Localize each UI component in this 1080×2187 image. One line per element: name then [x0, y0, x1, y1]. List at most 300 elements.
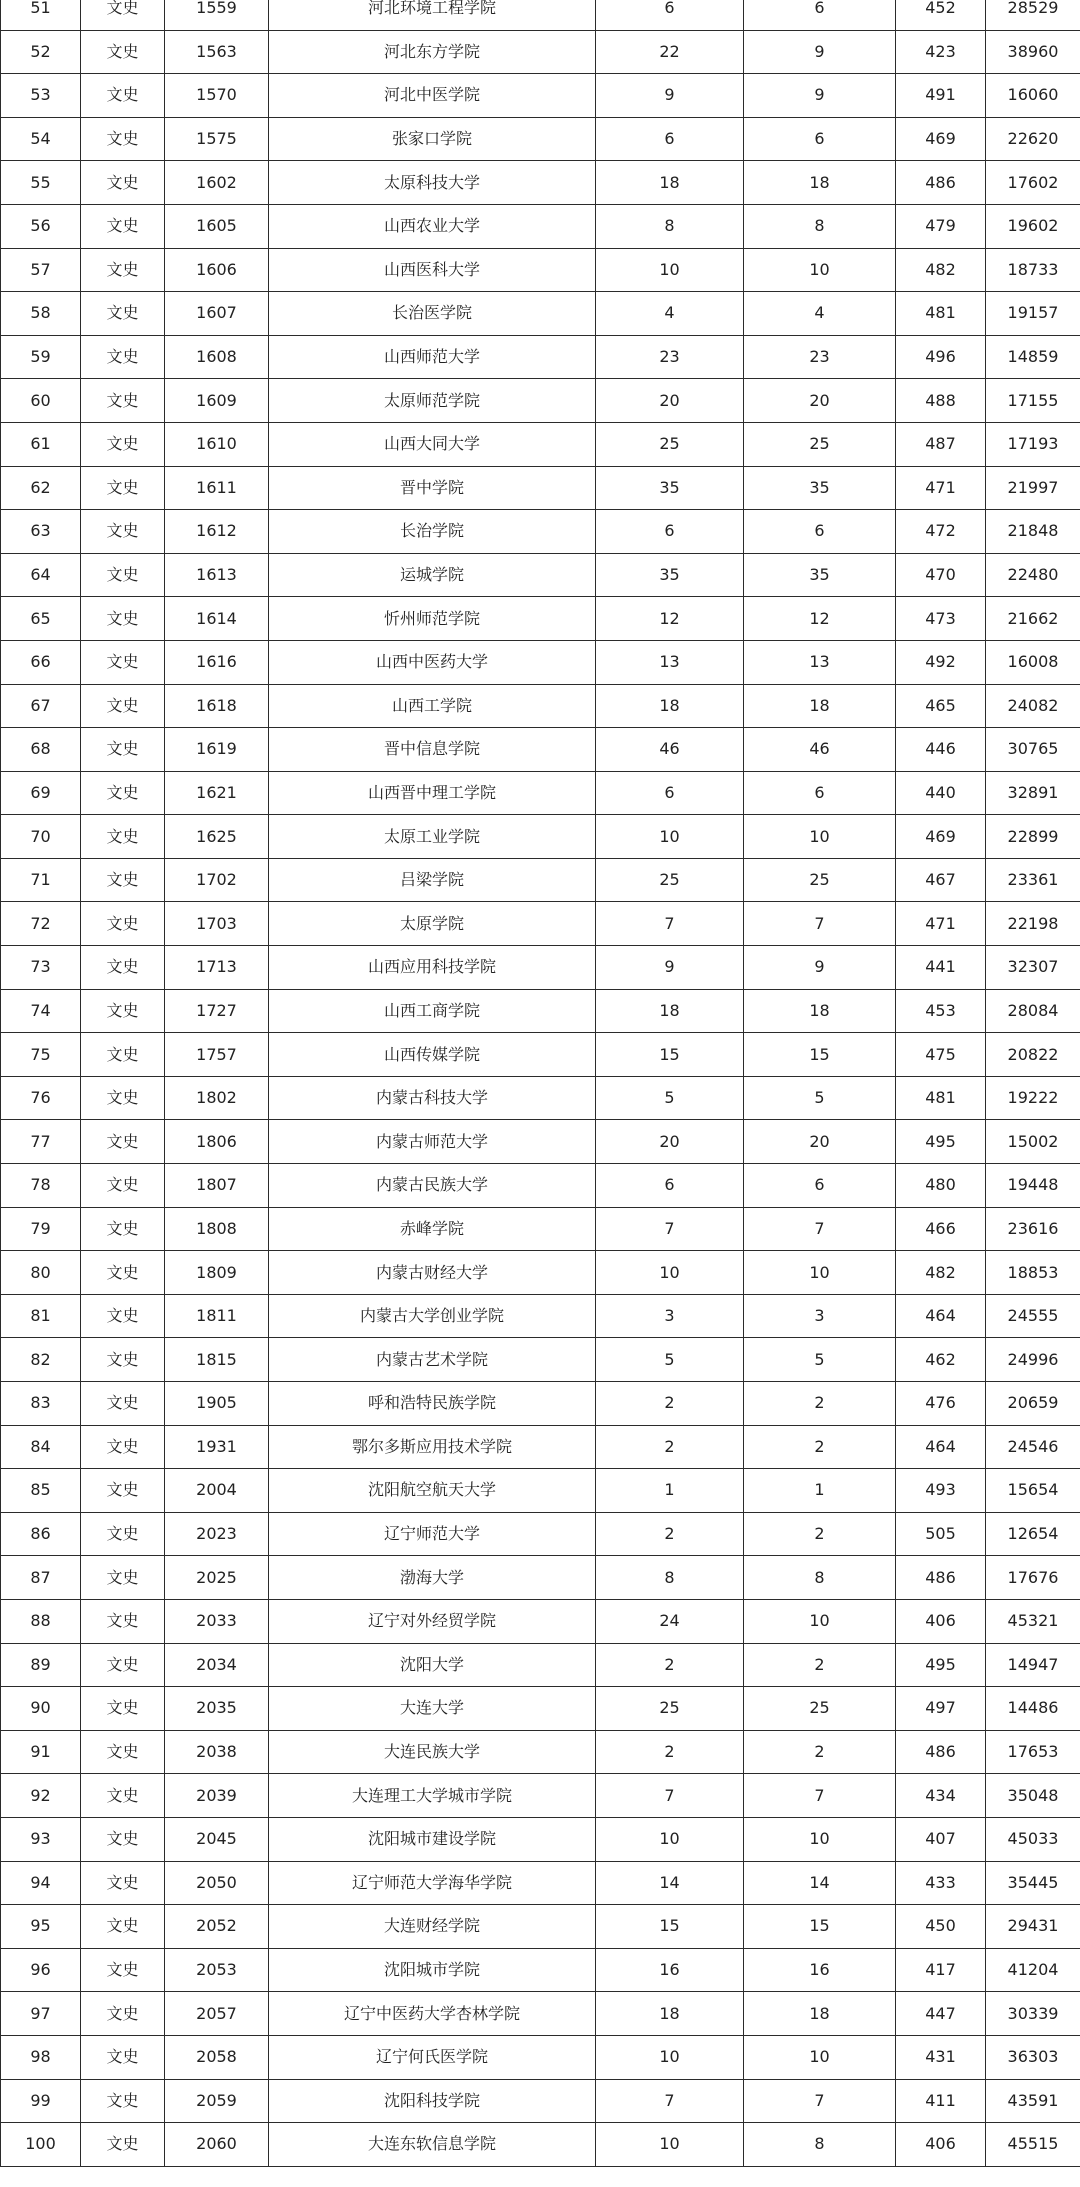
plan-count-cell: 15 — [596, 1033, 744, 1077]
seq-cell: 54 — [1, 117, 81, 161]
table-row — [1, 117, 1080, 161]
category-cell: 文史 — [81, 1992, 165, 2036]
min-score-cell: 505 — [896, 1512, 986, 1556]
min-rank-cell: 19157 — [986, 292, 1080, 336]
table-row — [1, 0, 1080, 30]
table-row — [1, 989, 1080, 1033]
admitted-count-cell: 6 — [744, 771, 896, 815]
school-code-cell: 1612 — [165, 510, 269, 554]
table-row — [1, 1338, 1080, 1382]
school-name-cell: 太原科技大学 — [269, 161, 596, 205]
admitted-count-cell: 7 — [744, 902, 896, 946]
min-score-cell: 407 — [896, 1817, 986, 1861]
table-row — [1, 902, 1080, 946]
category-cell: 文史 — [81, 1512, 165, 1556]
admitted-count-cell: 10 — [744, 1599, 896, 1643]
plan-count-cell: 20 — [596, 1120, 744, 1164]
table-row — [1, 292, 1080, 336]
min-score-cell: 473 — [896, 597, 986, 641]
school-code-cell: 1563 — [165, 30, 269, 74]
seq-cell: 99 — [1, 2079, 81, 2123]
school-name-cell: 内蒙古大学创业学院 — [269, 1294, 596, 1338]
school-code-cell: 2025 — [165, 1556, 269, 1600]
category-cell: 文史 — [81, 728, 165, 772]
min-rank-cell: 28529 — [986, 0, 1080, 30]
table-row — [1, 335, 1080, 379]
school-code-cell: 1618 — [165, 684, 269, 728]
school-name-cell: 运城学院 — [269, 553, 596, 597]
seq-cell: 95 — [1, 1905, 81, 1949]
admitted-count-cell: 8 — [744, 2123, 896, 2167]
school-name-cell: 沈阳科技学院 — [269, 2079, 596, 2123]
plan-count-cell: 6 — [596, 771, 744, 815]
category-cell: 文史 — [81, 1338, 165, 1382]
table-row — [1, 1817, 1080, 1861]
admitted-count-cell: 25 — [744, 858, 896, 902]
plan-count-cell: 6 — [596, 510, 744, 554]
table-body — [1, 0, 1080, 2166]
seq-cell: 64 — [1, 553, 81, 597]
school-name-cell: 山西师范大学 — [269, 335, 596, 379]
seq-cell: 52 — [1, 30, 81, 74]
category-cell: 文史 — [81, 597, 165, 641]
category-cell: 文史 — [81, 1120, 165, 1164]
school-name-cell: 沈阳大学 — [269, 1643, 596, 1687]
seq-cell: 58 — [1, 292, 81, 336]
category-cell: 文史 — [81, 771, 165, 815]
category-cell: 文史 — [81, 553, 165, 597]
seq-cell: 79 — [1, 1207, 81, 1251]
school-code-cell: 1611 — [165, 466, 269, 510]
seq-cell: 69 — [1, 771, 81, 815]
min-score-cell: 470 — [896, 553, 986, 597]
table-row — [1, 204, 1080, 248]
min-rank-cell: 15654 — [986, 1469, 1080, 1513]
school-name-cell: 大连大学 — [269, 1687, 596, 1731]
table-row — [1, 248, 1080, 292]
school-code-cell: 1619 — [165, 728, 269, 772]
school-name-cell: 张家口学院 — [269, 117, 596, 161]
admitted-count-cell: 2 — [744, 1512, 896, 1556]
plan-count-cell: 18 — [596, 989, 744, 1033]
school-code-cell: 2038 — [165, 1730, 269, 1774]
table-row — [1, 379, 1080, 423]
min-score-cell: 450 — [896, 1905, 986, 1949]
seq-cell: 77 — [1, 1120, 81, 1164]
table-row — [1, 2079, 1080, 2123]
school-name-cell: 太原工业学院 — [269, 815, 596, 859]
min-score-cell: 465 — [896, 684, 986, 728]
plan-count-cell: 9 — [596, 74, 744, 118]
plan-count-cell: 46 — [596, 728, 744, 772]
school-code-cell: 1703 — [165, 902, 269, 946]
admitted-count-cell: 10 — [744, 2035, 896, 2079]
plan-count-cell: 18 — [596, 684, 744, 728]
admitted-count-cell: 7 — [744, 1774, 896, 1818]
seq-cell: 100 — [1, 2123, 81, 2167]
admitted-count-cell: 20 — [744, 1120, 896, 1164]
school-name-cell: 沈阳航空航天大学 — [269, 1469, 596, 1513]
plan-count-cell: 2 — [596, 1643, 744, 1687]
min-rank-cell: 30765 — [986, 728, 1080, 772]
min-score-cell: 486 — [896, 1556, 986, 1600]
school-name-cell: 山西传媒学院 — [269, 1033, 596, 1077]
min-score-cell: 406 — [896, 2123, 986, 2167]
school-name-cell: 辽宁对外经贸学院 — [269, 1599, 596, 1643]
school-name-cell: 大连民族大学 — [269, 1730, 596, 1774]
category-cell: 文史 — [81, 1556, 165, 1600]
min-score-cell: 482 — [896, 248, 986, 292]
table-row — [1, 1992, 1080, 2036]
school-name-cell: 赤峰学院 — [269, 1207, 596, 1251]
table-row — [1, 510, 1080, 554]
plan-count-cell: 6 — [596, 0, 744, 30]
school-code-cell: 1602 — [165, 161, 269, 205]
plan-count-cell: 10 — [596, 2035, 744, 2079]
school-name-cell: 河北东方学院 — [269, 30, 596, 74]
plan-count-cell: 14 — [596, 1861, 744, 1905]
min-rank-cell: 24546 — [986, 1425, 1080, 1469]
school-name-cell: 长治学院 — [269, 510, 596, 554]
seq-cell: 63 — [1, 510, 81, 554]
min-rank-cell: 35048 — [986, 1774, 1080, 1818]
min-rank-cell: 30339 — [986, 1992, 1080, 2036]
seq-cell: 91 — [1, 1730, 81, 1774]
school-name-cell: 大连财经学院 — [269, 1905, 596, 1949]
seq-cell: 68 — [1, 728, 81, 772]
school-name-cell: 沈阳城市学院 — [269, 1948, 596, 1992]
min-score-cell: 488 — [896, 379, 986, 423]
table-row — [1, 1207, 1080, 1251]
school-name-cell: 河北环境工程学院 — [269, 0, 596, 30]
admitted-count-cell: 2 — [744, 1643, 896, 1687]
seq-cell: 61 — [1, 422, 81, 466]
table-row — [1, 1425, 1080, 1469]
min-rank-cell: 32891 — [986, 771, 1080, 815]
min-rank-cell: 18853 — [986, 1251, 1080, 1295]
school-code-cell: 2052 — [165, 1905, 269, 1949]
school-name-cell: 渤海大学 — [269, 1556, 596, 1600]
seq-cell: 84 — [1, 1425, 81, 1469]
school-code-cell: 1575 — [165, 117, 269, 161]
min-rank-cell: 17602 — [986, 161, 1080, 205]
min-score-cell: 406 — [896, 1599, 986, 1643]
min-score-cell: 472 — [896, 510, 986, 554]
table-row — [1, 1556, 1080, 1600]
category-cell: 文史 — [81, 30, 165, 74]
table-row — [1, 553, 1080, 597]
school-name-cell: 沈阳城市建设学院 — [269, 1817, 596, 1861]
plan-count-cell: 25 — [596, 1687, 744, 1731]
category-cell: 文史 — [81, 1861, 165, 1905]
min-rank-cell: 22198 — [986, 902, 1080, 946]
min-score-cell: 447 — [896, 1992, 986, 2036]
table-row — [1, 1469, 1080, 1513]
school-code-cell: 1559 — [165, 0, 269, 30]
plan-count-cell: 12 — [596, 597, 744, 641]
plan-count-cell: 3 — [596, 1294, 744, 1338]
school-code-cell: 1625 — [165, 815, 269, 859]
min-rank-cell: 23616 — [986, 1207, 1080, 1251]
school-code-cell: 1613 — [165, 553, 269, 597]
admitted-count-cell: 2 — [744, 1425, 896, 1469]
table-row — [1, 597, 1080, 641]
min-rank-cell: 24996 — [986, 1338, 1080, 1382]
category-cell: 文史 — [81, 2079, 165, 2123]
school-code-cell: 2035 — [165, 1687, 269, 1731]
category-cell: 文史 — [81, 1382, 165, 1426]
school-code-cell: 1702 — [165, 858, 269, 902]
table-row — [1, 1861, 1080, 1905]
school-code-cell: 2039 — [165, 1774, 269, 1818]
category-cell: 文史 — [81, 1687, 165, 1731]
school-code-cell: 1727 — [165, 989, 269, 1033]
min-rank-cell: 24082 — [986, 684, 1080, 728]
school-name-cell: 晋中学院 — [269, 466, 596, 510]
admitted-count-cell: 5 — [744, 1338, 896, 1382]
admitted-count-cell: 25 — [744, 422, 896, 466]
school-code-cell: 2023 — [165, 1512, 269, 1556]
school-code-cell: 2059 — [165, 2079, 269, 2123]
seq-cell: 56 — [1, 204, 81, 248]
admitted-count-cell: 6 — [744, 510, 896, 554]
plan-count-cell: 7 — [596, 902, 744, 946]
min-score-cell: 467 — [896, 858, 986, 902]
seq-cell: 55 — [1, 161, 81, 205]
seq-cell: 65 — [1, 597, 81, 641]
min-rank-cell: 17676 — [986, 1556, 1080, 1600]
school-code-cell: 1806 — [165, 1120, 269, 1164]
plan-count-cell: 5 — [596, 1076, 744, 1120]
min-score-cell: 434 — [896, 1774, 986, 1818]
admitted-count-cell: 16 — [744, 1948, 896, 1992]
admitted-count-cell: 20 — [744, 379, 896, 423]
plan-count-cell: 10 — [596, 248, 744, 292]
seq-cell: 59 — [1, 335, 81, 379]
min-score-cell: 440 — [896, 771, 986, 815]
admitted-count-cell: 10 — [744, 1817, 896, 1861]
school-name-cell: 吕梁学院 — [269, 858, 596, 902]
plan-count-cell: 10 — [596, 815, 744, 859]
plan-count-cell: 2 — [596, 1512, 744, 1556]
min-score-cell: 433 — [896, 1861, 986, 1905]
plan-count-cell: 10 — [596, 1817, 744, 1861]
school-name-cell: 长治医学院 — [269, 292, 596, 336]
school-name-cell: 山西工商学院 — [269, 989, 596, 1033]
min-score-cell: 441 — [896, 946, 986, 990]
min-rank-cell: 14486 — [986, 1687, 1080, 1731]
plan-count-cell: 35 — [596, 553, 744, 597]
seq-cell: 92 — [1, 1774, 81, 1818]
category-cell: 文史 — [81, 379, 165, 423]
min-score-cell: 481 — [896, 1076, 986, 1120]
table-row — [1, 2123, 1080, 2167]
admitted-count-cell: 9 — [744, 946, 896, 990]
plan-count-cell: 25 — [596, 422, 744, 466]
min-score-cell: 431 — [896, 2035, 986, 2079]
table-row — [1, 2035, 1080, 2079]
min-rank-cell: 19222 — [986, 1076, 1080, 1120]
table-row — [1, 74, 1080, 118]
school-name-cell: 大连理工大学城市学院 — [269, 1774, 596, 1818]
school-name-cell: 内蒙古艺术学院 — [269, 1338, 596, 1382]
plan-count-cell: 23 — [596, 335, 744, 379]
table-row — [1, 1120, 1080, 1164]
seq-cell: 93 — [1, 1817, 81, 1861]
category-cell: 文史 — [81, 1774, 165, 1818]
admitted-count-cell: 2 — [744, 1730, 896, 1774]
seq-cell: 90 — [1, 1687, 81, 1731]
min-score-cell: 481 — [896, 292, 986, 336]
plan-count-cell: 6 — [596, 1164, 744, 1208]
min-score-cell: 495 — [896, 1643, 986, 1687]
min-rank-cell: 12654 — [986, 1512, 1080, 1556]
plan-count-cell: 2 — [596, 1730, 744, 1774]
plan-count-cell: 18 — [596, 161, 744, 205]
admitted-count-cell: 10 — [744, 1251, 896, 1295]
min-rank-cell: 36303 — [986, 2035, 1080, 2079]
seq-cell: 70 — [1, 815, 81, 859]
category-cell: 文史 — [81, 204, 165, 248]
category-cell: 文史 — [81, 2123, 165, 2167]
table-row — [1, 1251, 1080, 1295]
school-name-cell: 河北中医学院 — [269, 74, 596, 118]
min-score-cell: 486 — [896, 1730, 986, 1774]
seq-cell: 75 — [1, 1033, 81, 1077]
plan-count-cell: 10 — [596, 1251, 744, 1295]
min-rank-cell: 22899 — [986, 815, 1080, 859]
min-score-cell: 446 — [896, 728, 986, 772]
category-cell: 文史 — [81, 466, 165, 510]
seq-cell: 89 — [1, 1643, 81, 1687]
school-code-cell: 1811 — [165, 1294, 269, 1338]
school-name-cell: 山西中医药大学 — [269, 640, 596, 684]
school-code-cell: 1621 — [165, 771, 269, 815]
seq-cell: 78 — [1, 1164, 81, 1208]
category-cell: 文史 — [81, 2035, 165, 2079]
seq-cell: 88 — [1, 1599, 81, 1643]
table-row — [1, 1599, 1080, 1643]
table-row — [1, 161, 1080, 205]
category-cell: 文史 — [81, 1469, 165, 1513]
plan-count-cell: 22 — [596, 30, 744, 74]
category-cell: 文史 — [81, 946, 165, 990]
school-name-cell: 辽宁中医药大学杏林学院 — [269, 1992, 596, 2036]
plan-count-cell: 20 — [596, 379, 744, 423]
category-cell: 文史 — [81, 858, 165, 902]
admitted-count-cell: 25 — [744, 1687, 896, 1731]
school-name-cell: 山西晋中理工学院 — [269, 771, 596, 815]
seq-cell: 82 — [1, 1338, 81, 1382]
admitted-count-cell: 8 — [744, 204, 896, 248]
min-rank-cell: 38960 — [986, 30, 1080, 74]
admitted-count-cell: 1 — [744, 1469, 896, 1513]
min-score-cell: 480 — [896, 1164, 986, 1208]
table-row — [1, 640, 1080, 684]
min-rank-cell: 32307 — [986, 946, 1080, 990]
seq-cell: 80 — [1, 1251, 81, 1295]
school-code-cell: 1713 — [165, 946, 269, 990]
category-cell: 文史 — [81, 1207, 165, 1251]
admitted-count-cell: 2 — [744, 1382, 896, 1426]
table-row — [1, 946, 1080, 990]
plan-count-cell: 2 — [596, 1382, 744, 1426]
seq-cell: 98 — [1, 2035, 81, 2079]
plan-count-cell: 35 — [596, 466, 744, 510]
category-cell: 文史 — [81, 1643, 165, 1687]
admitted-count-cell: 10 — [744, 815, 896, 859]
min-score-cell: 469 — [896, 815, 986, 859]
table-row — [1, 815, 1080, 859]
min-score-cell: 423 — [896, 30, 986, 74]
seq-cell: 83 — [1, 1382, 81, 1426]
table-row — [1, 858, 1080, 902]
school-code-cell: 1609 — [165, 379, 269, 423]
category-cell: 文史 — [81, 1817, 165, 1861]
admitted-count-cell: 8 — [744, 1556, 896, 1600]
category-cell: 文史 — [81, 815, 165, 859]
table-row — [1, 30, 1080, 74]
min-score-cell: 411 — [896, 2079, 986, 2123]
seq-cell: 76 — [1, 1076, 81, 1120]
min-rank-cell: 19448 — [986, 1164, 1080, 1208]
school-name-cell: 太原师范学院 — [269, 379, 596, 423]
category-cell: 文史 — [81, 510, 165, 554]
min-rank-cell: 29431 — [986, 1905, 1080, 1949]
seq-cell: 97 — [1, 1992, 81, 2036]
plan-count-cell: 2 — [596, 1425, 744, 1469]
table-row — [1, 1905, 1080, 1949]
min-rank-cell: 16008 — [986, 640, 1080, 684]
admitted-count-cell: 18 — [744, 684, 896, 728]
min-score-cell: 466 — [896, 1207, 986, 1251]
admitted-count-cell: 15 — [744, 1905, 896, 1949]
category-cell: 文史 — [81, 989, 165, 1033]
plan-count-cell: 4 — [596, 292, 744, 336]
school-name-cell: 太原学院 — [269, 902, 596, 946]
min-rank-cell: 21848 — [986, 510, 1080, 554]
seq-cell: 74 — [1, 989, 81, 1033]
school-name-cell: 晋中信息学院 — [269, 728, 596, 772]
table-row — [1, 1774, 1080, 1818]
admitted-count-cell: 7 — [744, 2079, 896, 2123]
min-score-cell: 453 — [896, 989, 986, 1033]
school-code-cell: 1606 — [165, 248, 269, 292]
school-code-cell: 2060 — [165, 2123, 269, 2167]
school-code-cell: 1607 — [165, 292, 269, 336]
min-score-cell: 471 — [896, 466, 986, 510]
plan-count-cell: 15 — [596, 1905, 744, 1949]
min-rank-cell: 21997 — [986, 466, 1080, 510]
min-rank-cell: 24555 — [986, 1294, 1080, 1338]
seq-cell: 94 — [1, 1861, 81, 1905]
min-rank-cell: 35445 — [986, 1861, 1080, 1905]
category-cell: 文史 — [81, 248, 165, 292]
admitted-count-cell: 6 — [744, 0, 896, 30]
category-cell: 文史 — [81, 1599, 165, 1643]
min-rank-cell: 17653 — [986, 1730, 1080, 1774]
school-code-cell: 2004 — [165, 1469, 269, 1513]
min-rank-cell: 14947 — [986, 1643, 1080, 1687]
admitted-count-cell: 18 — [744, 989, 896, 1033]
table-row — [1, 1076, 1080, 1120]
school-code-cell: 1815 — [165, 1338, 269, 1382]
admitted-count-cell: 4 — [744, 292, 896, 336]
min-score-cell: 475 — [896, 1033, 986, 1077]
table-row — [1, 771, 1080, 815]
seq-cell: 87 — [1, 1556, 81, 1600]
admitted-count-cell: 14 — [744, 1861, 896, 1905]
